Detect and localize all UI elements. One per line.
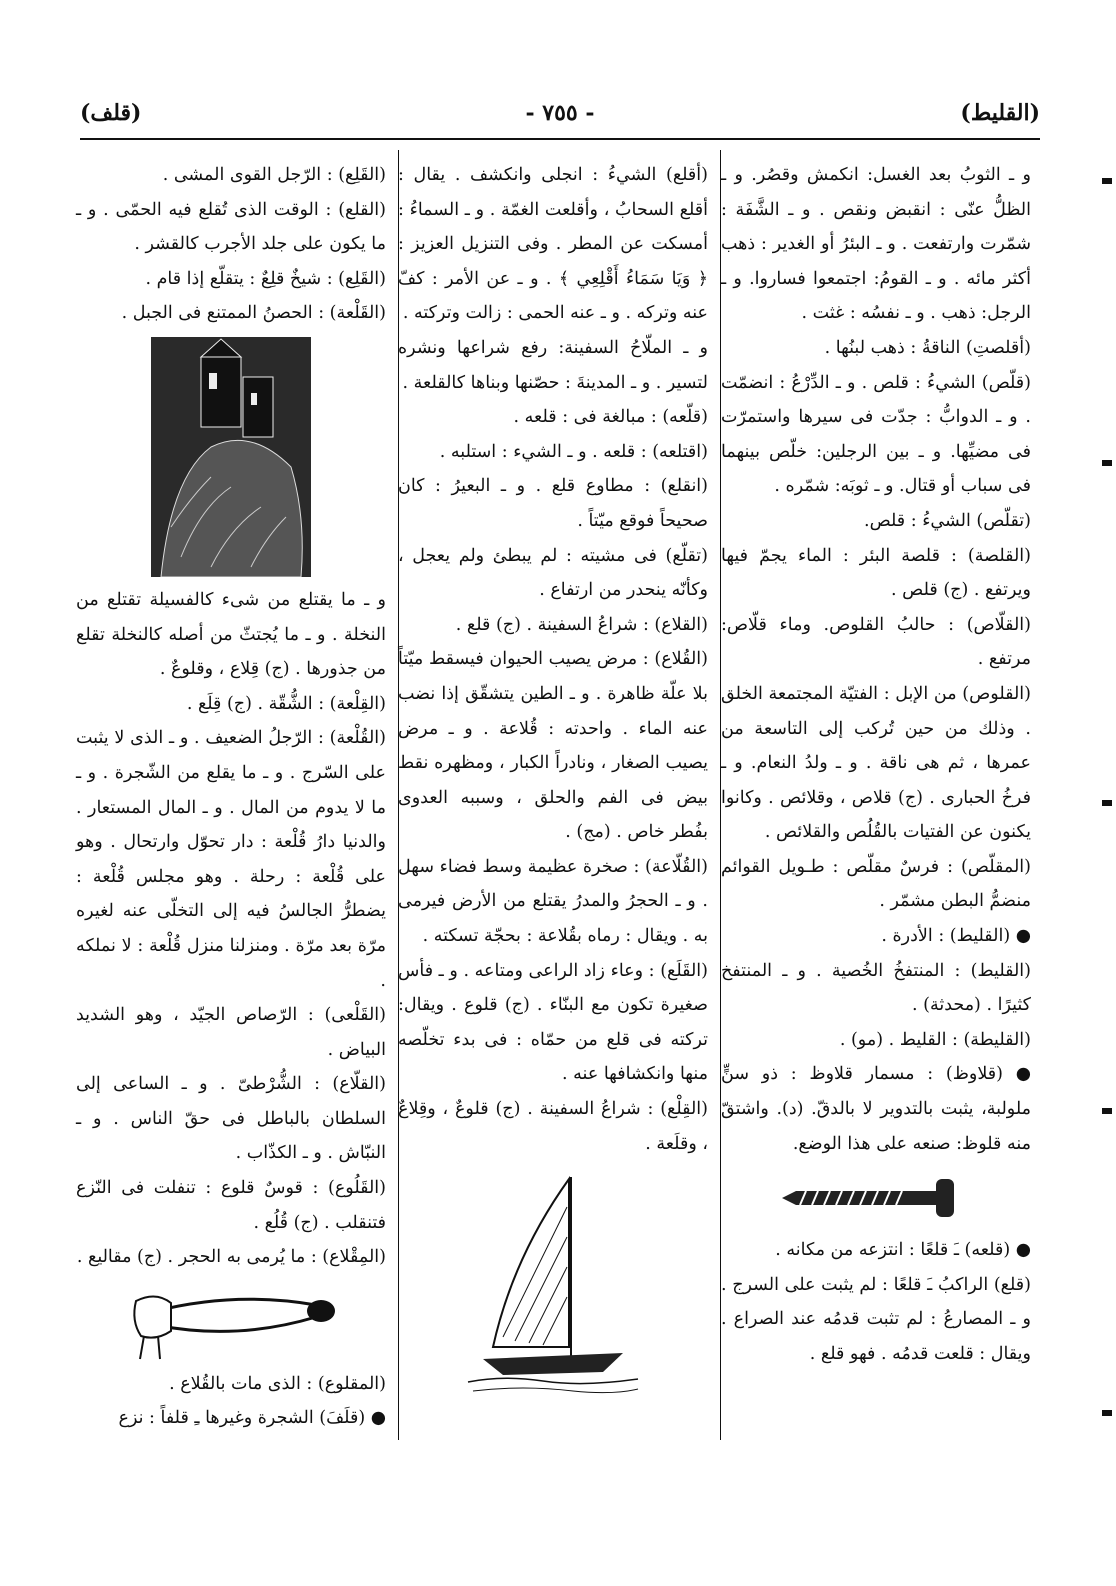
entry: (القَلِع) : الرّجل القوى المشى . [162, 165, 386, 185]
entry: (أقلع) الشيءُ : انجلى وانكشف . يقال : أقلع السحابُ ، وأقلعت الغمّة . و ـ السماءُ : أمسكت عن المطر . وفى التنزيل العزيز : ﴿ وَيَا سَمَاءُ أَقْلِعِي ﴾ . و ـ عن الأمر : كفّ عنه وتركه . و ـ عنه الحمى : زالت وتركته . [398, 165, 708, 324]
entry: و ـ ما يقتلع من شىء كالفسيلة تقتلع من النخلة . و ـ ما يُجتثّ من أصله كالنخلة تقلع من جذورها . (ج) قِلاع ، وقلوعٌ . [76, 589, 386, 680]
entry: (القلع) : الوقت الذى تُقلع فيه الحمّى . و ـ ما يكون على جلد الأجرب كالقشر . [76, 199, 386, 255]
margin-mark [1102, 460, 1112, 466]
entry: (القُلّاعة) : صخرة عظيمة وسط فضاء سهل . و ـ الحجرُ والمدرُ يقتلع من الأرض فيرمى به . ويقال : رماه بقُلاعة : بحجّة تسكته . [398, 856, 708, 947]
entry: (أقلصتِ) الناقةُ : ذهب لبنُها . [824, 337, 1031, 358]
entry: (المقلوع) : الذى مات بالقُلاع . [169, 1373, 386, 1394]
screw-illustration [776, 1167, 976, 1227]
entry: (القُلْعة) : الرّجلُ الضعيف . و ـ الذى لا يثبت على السّرج . و ـ ما يقلع من الشّجرة . و ـ ما لا يدوم من المال . و ـ المال المستعار . والدنيا دارُ قُلْعة : دار تحوّل وارتحال . وهو على قُلْعة : رحلة . وهو مجلس قُلْعة : يضطرُّ الجالسُ فيه إلى التخلّى عنه لغيره مرّة بعد مرّة . ومنزلنا منزل قُلْعة : لا نملكه . [76, 728, 386, 991]
entry: ● (القليط) : الأدرة . [881, 926, 1031, 947]
margin-mark [1102, 800, 1112, 806]
entry: (القِلْع) : شراعُ السفينة . (ج) قلوعٌ ، وقِلاعٌ ، وقلَعة . [398, 1099, 708, 1154]
entry: و ـ الملّاحُ السفينة: رفع شراعها ونشره لتسير . و ـ المدينةَ : حصّنها وبناها كالقلعة . [398, 337, 708, 393]
header-left-keyword: (قلف) [80, 100, 142, 126]
entry: (القليطة) : القليط . (مو) . [839, 1029, 1031, 1050]
margin-mark [1102, 178, 1112, 184]
entry: ● (قلَفَ) الشجرة وغيرها ـِ قلفاً : نزع [118, 1408, 386, 1429]
entry: (القلصة) : قلصة البئر : الماء يجمّ فيها ويرتفع . (ج) قلص . [721, 545, 1031, 601]
entry: (انقلع) : مطاوع قلع . و ـ البعيرُ : كان صحيحاً فوقع ميّتاً . [398, 476, 708, 531]
entry: (القَلَع) : وعاء زاد الراعى ومتاعه . و ـ فأس صغيرة تكون مع البنّاء . (ج) قلوع . ويقال: تركته فى قلع من حمّاه : فى بدء تخلّصه منها وانكشافها عنه . [398, 960, 708, 1085]
entry: و ـ الثوبُ بعد الغسل: انكمش وقصُر. و ـ الظلُّ عنّى : انقبض ونقص . و ـ الشَّفَة : شمّرت وارتفعت . و ـ البئرُ أو الغدير : ذهب أكثر مائه . و ـ القومُ: اجتمعوا فساروا. و ـ الرجل: ذهب . و ـ نفسُه : غثت . [721, 165, 1031, 324]
castle-illustration [151, 337, 311, 577]
page-number: - ٧٥٥ - [525, 100, 595, 126]
entry: (قلّعه) : مبالغة فى : قلعه . [513, 407, 708, 428]
sling-illustration [116, 1281, 346, 1361]
entry: (القُلاع) : مرض يصيب الحيوان فيسقط ميّتاً بلا علّة ظاهرة . و ـ الطين يتشقّق إذا نضب عنه الماء . واحدته : قُلاعة . و ـ مرض يصيب الصغار ، ونادراً الكبار ، ومظهره نقط بيض فى الفم والحلق ، وسببه العدوى بفُطر خاص . (مج) . [398, 649, 708, 843]
entry: (القليط) : المنتفخُ الخُصية . و ـ المنتفخ كثيرًا . (محدثة) . [721, 960, 1031, 1016]
margin-mark [1102, 1410, 1112, 1416]
entry: (اقتلعه) : قلعه . و ـ الشيء : استلبه . [439, 441, 708, 462]
entry: (تقلّع) فى مشيته : لم يبطئ ولم يعجل ، وكأنّه ينحدر من ارتفاع . [398, 545, 708, 601]
margin-mark [1102, 1108, 1112, 1114]
entry: (قلع) الراكبُ ـَ قلعًا : لم يثبت على السرج . و ـ المصارعُ : لم تثبت قدمُه عند الصراع . ويقال : قلعت قدمُه . فهو قلع . [721, 1274, 1031, 1364]
entry: (القلوص) من الإبل : الفتيّة المجتمعة الخلق . وذلك من حين تُركب إلى التاسعة من عمرها ، ثم هى ناقة . و ـ ولدُ النعام. و ـ فرخُ الحبارى . (ج) قلاص ، وقلائص . وكانوا يكنون عن الفتيات بالقُلُص والقلائص . [721, 683, 1031, 843]
entry: (القَلْعى) : الرّصاص الجيّد ، وهو الشديد البياض . [76, 1005, 386, 1060]
entry: ● (قلاوظ) : مسمار قلاوظ : ذو سنٍّ ملولبة، يثبت بالتدوير لا بالدقّ. (د). واشتقّ منه قلوظ: صنعه على هذا الوضع. [721, 1064, 1031, 1154]
entry: (القلاع) : شراعُ السفينة . (ج) قلع . [455, 614, 708, 635]
entry: (القَلْعة) : الحصنُ الممتنع فى الجبل . [121, 303, 386, 324]
entry: (قلّص) الشيءُ : قلص . و ـ الدِّرْعُ : انضمّت . و ـ الدوابُّ : جدّت فى سيرها واستمرّت فى مضيِّها. و ـ بين الرجلين: خلّص بينهما فى سباب أو قتال. و ـ ثوبَه: شمّره . [721, 372, 1031, 497]
entry: (القَلُوع) : قوسٌ قلوع : تنفلت فى النّزع فتنقلب . (ج) قُلُع . [76, 1178, 386, 1233]
column-middle [398, 158, 708, 1403]
entry: ● (قلعه) ـَ قلعًا : انتزعه من مكانه . [775, 1240, 1031, 1261]
header-right-keyword: (القليط) [960, 100, 1040, 126]
entry: (القلّاص) : حالبُ القلوص. وماء قلّاص: مرتفع . [721, 614, 1031, 670]
page-header [80, 96, 1040, 136]
column-right [721, 158, 1031, 1372]
entry: (المِقْلاع) : ما يُرمى به الحجر . (ج) مقاليع . [76, 1247, 386, 1268]
entry: (تقلّص) الشيءُ : قلص. [864, 510, 1031, 531]
column-left [76, 158, 386, 1436]
entry: (القِلْعة) : الشُّقّة . (ج) قِلَع . [186, 693, 386, 714]
header-rule [80, 138, 1040, 140]
sailboat-illustration [463, 1167, 643, 1397]
entry: (المقلّص) : فرسٌ مقلّص : طـويل القوائم منضمُّ البطن مشمّر . [721, 856, 1031, 912]
entry: (القَلِع) : شيخٌ قلِعٌ : يتقلّع إذا قام . [145, 268, 386, 289]
entry: (القلّاع) : الشُّرْطىّ . و ـ الساعى إلى السلطان بالباطل فى حقّ الناس . و ـ النبّاش . و ـ الكذّاب . [76, 1074, 386, 1164]
